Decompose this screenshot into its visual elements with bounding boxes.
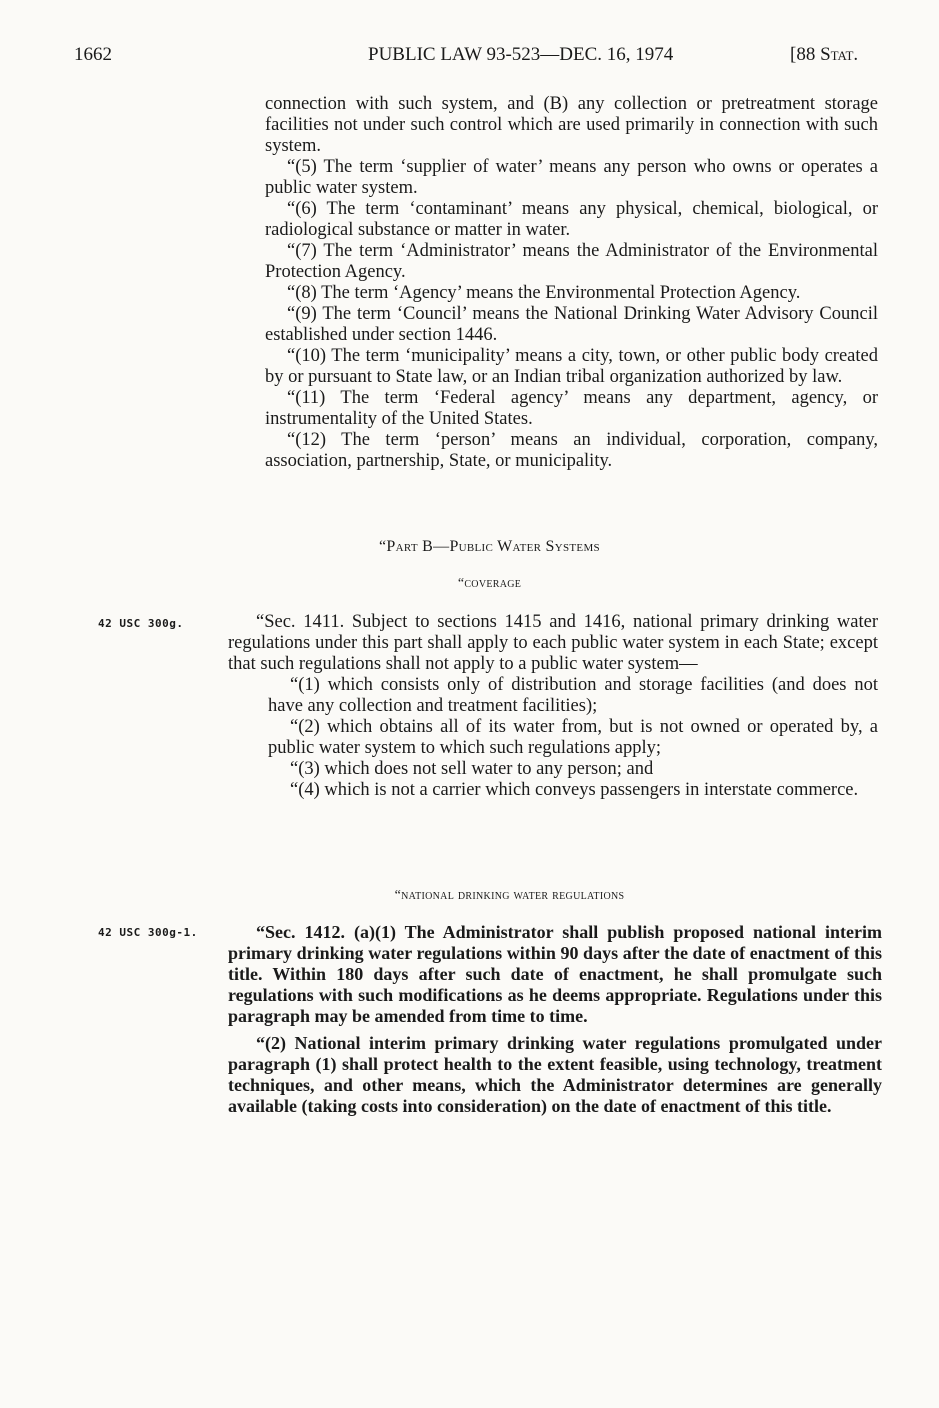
- page-title: PUBLIC LAW 93-523—DEC. 16, 1974: [368, 44, 674, 65]
- section-1411-item-4: “(4) which is not a carrier which conveys passengers in interstate commerce.: [290, 780, 859, 800]
- definition-6: “(6) The term ‘contaminant’ means any physical, chemical, biological, or radiological substance or matter in water.: [265, 199, 878, 240]
- definition-11: “(11) The term ‘Federal agency’ means any department, agency, or instrumentality of the United States.: [265, 388, 878, 429]
- page-header: [0, 44, 939, 74]
- section-1412-para-2: “(2) National interim primary drinking water regulations promulgated under paragraph (1) shall protect health to the extent feasible, using technology, treatment techniques, and other means, which the Administrator determines are generally available (taking costs into consideration) on the date of enactment of this title.: [228, 1033, 882, 1116]
- statute-reference: [88 Stat.: [790, 44, 859, 65]
- section-1411-item-2: “(2) which obtains all of its water from, but is not owned or operated by, a public water system to which such regulations apply;: [268, 717, 878, 758]
- section-1411-item-3: “(3) which does not sell water to any person; and: [290, 759, 654, 779]
- section-1411-intro: “Sec. 1411. Subject to sections 1415 and 1416, national primary drinking water regulations under this part shall apply to each public water system in each State; except that such regulations shall not apply to a public water system—: [228, 612, 878, 674]
- definition-5: “(5) The term ‘supplier of water’ means any person who owns or operates a public water system.: [265, 157, 878, 198]
- definitions-section: [265, 94, 878, 472]
- part-heading: “Part B—Public Water Systems: [379, 538, 600, 555]
- definition-8: “(8) The term ‘Agency’ means the Environmental Protection Agency.: [287, 283, 801, 303]
- section-1411-item-1: “(1) which consists only of distribution and storage facilities (and does not have any collection and treatment facilities);: [268, 675, 878, 716]
- definition-10: “(10) The term ‘municipality’ means a city, town, or other public body created by or pursuant to State law, or an Indian tribal organization authorized by law.: [265, 346, 878, 387]
- definition-12: “(12) The term ‘person’ means an individual, corporation, company, association, partnership, State, or municipality.: [265, 430, 878, 471]
- section-1411: [228, 612, 878, 801]
- margin-note-300g-1: 42 USC 300g-1.: [98, 926, 198, 939]
- section-1412-para-1: “Sec. 1412. (a)(1) The Administrator shall publish proposed national interim primary drinking water regulations within 90 days after the date of enactment of this title. Within 180 days after such date of enactment, he shall promulgate such regulations with such modifications as he deems appropriate. Regulations under this paragraph may be amended from time to time.: [228, 922, 882, 1026]
- margin-note-300g: 42 USC 300g.: [98, 617, 184, 630]
- page-number: 1662: [74, 44, 112, 65]
- definition-7: “(7) The term ‘Administrator’ means the Administrator of the Environmental Protection Agency.: [265, 241, 878, 282]
- regulations-heading: “national drinking water regulations: [394, 888, 625, 903]
- definition-continuation: connection with such system, and (B) any collection or pretreatment storage facilities not under such control which are used primarily in connection with such system.: [265, 94, 878, 156]
- section-1412: [228, 922, 882, 1117]
- coverage-heading: “coverage: [457, 576, 522, 591]
- definition-9: “(9) The term ‘Council’ means the National Drinking Water Advisory Council established under section 1446.: [265, 304, 878, 345]
